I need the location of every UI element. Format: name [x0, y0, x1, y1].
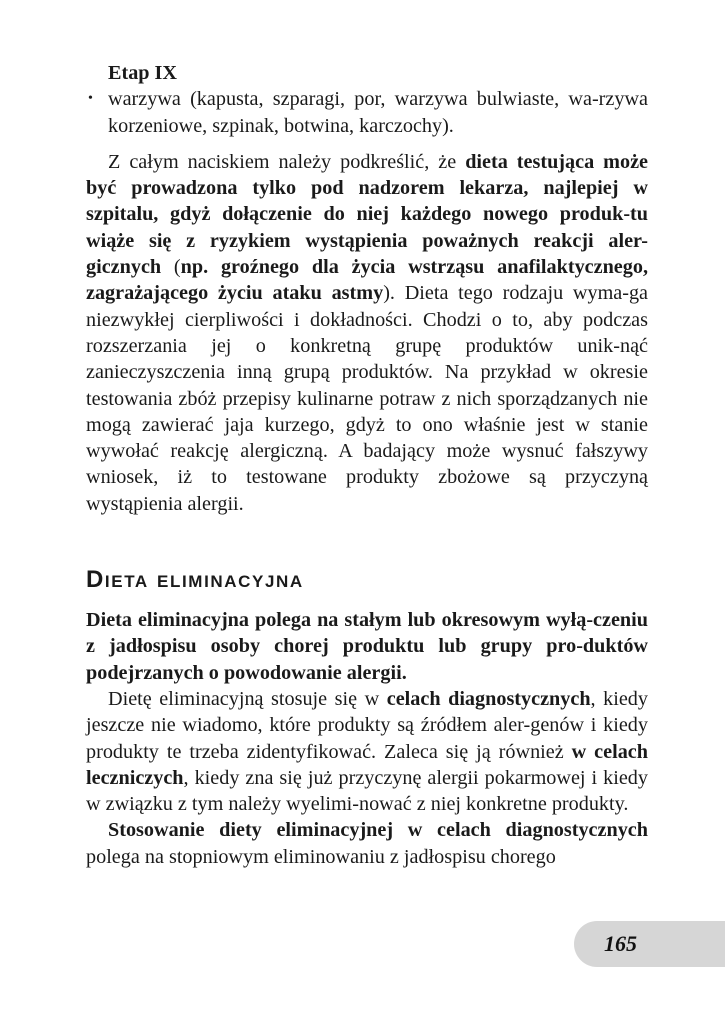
emphasis-run: celach diagnostycznych: [386, 687, 591, 710]
stage-title: Etap IX: [108, 62, 177, 84]
text-run: polega na stopniowym eliminowaniu z jadłospisu chorego: [86, 845, 556, 868]
section-heading: Dieta eliminacyjna: [86, 566, 304, 594]
text-run: , kiedy jeszcze nie wiadomo, które produkty są źródłem aler-genów i kiedy produkty te trzeba zidentyfikować. Zaleca się ją również: [86, 687, 648, 763]
text-run: (: [161, 256, 181, 279]
bullet-text: warzywa (kapusta, szparagi, por, warzywa bulwiaste, wa-rzywa korzeniowe, szpinak, botwina, karczochy).: [108, 88, 648, 137]
text-run: Dietę eliminacyjną stosuje się w: [108, 687, 387, 710]
text-run: Z całym naciskiem należy podkreślić, że: [108, 150, 466, 173]
text-run: ). Dieta tego rodzaju wyma-ga niezwykłej cierpliwości i dokładności. Chodzi o to, aby podczas rozszerzania jej o konkretną grupę produktów unik-nąć zanieczyszczenia inną grupą produktów. Na przykład w okresie testowania zbóż przepisy kulinarne potraw z nich sporządzanych nie mogą zawierać jaja kurzego, gdyż to ono właśnie jest w stanie wywołać reakcję alergiczną. A badający może wysnuć fałszywy wniosek, iż to testowane produkty zbożowe są przyczyną wystąpienia alergii.: [86, 282, 649, 515]
bullet-list-item: [86, 86, 648, 139]
paragraph-diet-testing: [86, 149, 648, 517]
section-lead-paragraph: Dieta eliminacyjna polega na stałym lub okresowym wyłą-czeniu z jadłospisu osoby chorej produktu lub grupy pro-duktów podejrzanych o powodowanie alergii.: [86, 609, 648, 684]
page-number: 165: [604, 931, 637, 956]
page-content: [86, 60, 648, 870]
emphasis-run: np. groźnego dla życia wstrząsu anafilaktycznego, zagrażającego życiu ataku astmy: [86, 256, 648, 305]
emphasis-run: dieta testująca może być prowadzona tylko pod nadzorem lekarza, najlepiej w szpitalu, gdyż dołączenie do niej każdego nowego produk-tu wiąże się z ryzykiem wystąpienia poważnych reakcji aler-gicznych: [86, 150, 648, 279]
emphasis-run: w celach leczniczych: [86, 740, 648, 789]
bullet-icon: •: [88, 91, 93, 107]
paragraph-elimination-use: [86, 686, 648, 817]
emphasis-run: Stosowanie diety eliminacyjnej w celach diagnostycznych: [108, 819, 648, 842]
paragraph-diagnostic-use: [86, 817, 648, 870]
text-run: , kiedy zna się już przyczynę alergii pokarmowej i kiedy w związku z tym należy wyelimi-nować z niej konkretne produkty.: [86, 766, 648, 816]
page-number-tab: [574, 921, 725, 967]
